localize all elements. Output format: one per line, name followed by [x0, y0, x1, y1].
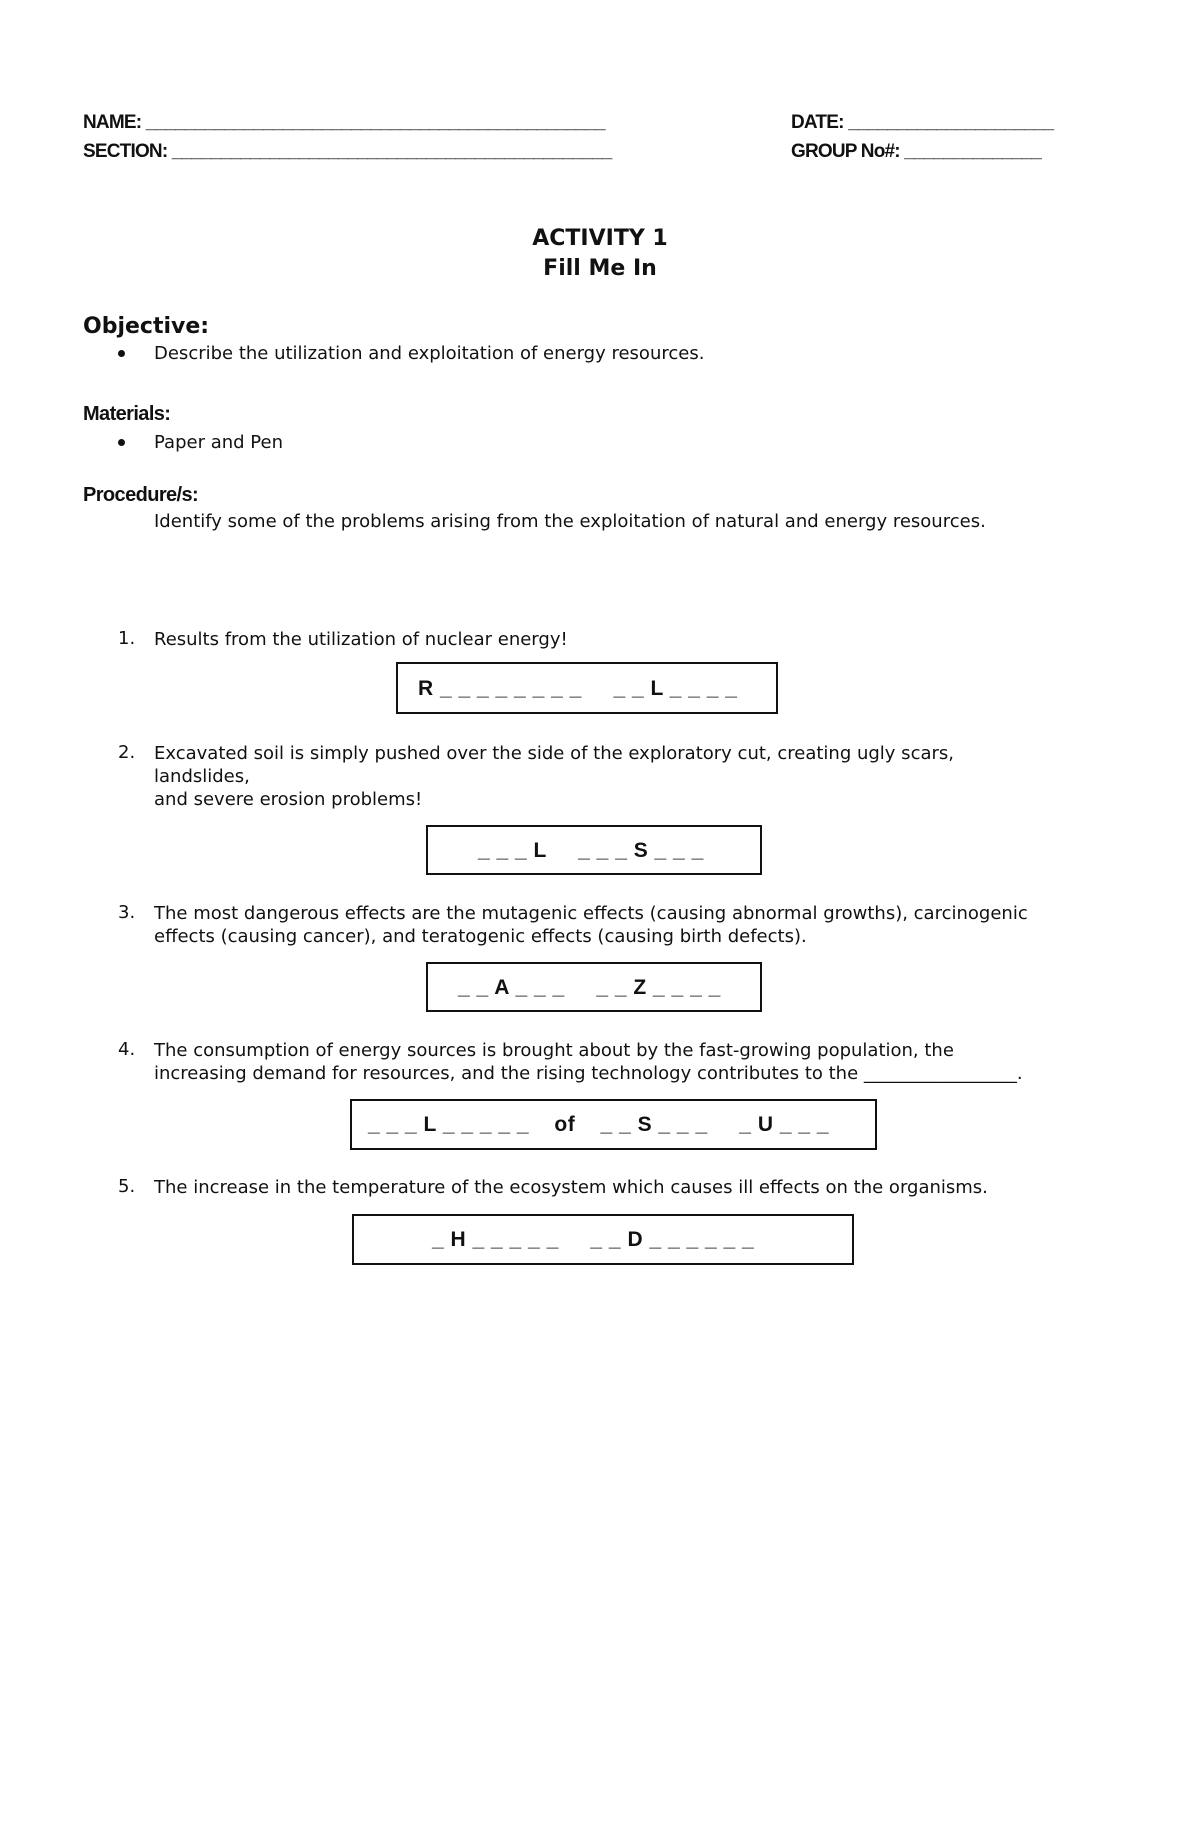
answer-hint-1: R _ _ _ _ _ _ _ _ _ _ L _ _ _ _: [418, 677, 738, 700]
group-number-field[interactable]: GROUP No#: ______________: [791, 141, 1042, 162]
answer-hint-4: _ _ _ L _ _ _ _ _ of _ _ S _ _ _ _ U _ _ _: [368, 1113, 830, 1136]
question-3-text: [154, 902, 1134, 948]
question-line: effects (causing cancer), and teratogenic effects (causing birth defects).: [154, 926, 807, 947]
question-1-text: [154, 628, 1134, 651]
question-number: 2.: [118, 742, 136, 763]
question-number: 3.: [118, 902, 136, 923]
answer-hint-3: _ _ A _ _ _ _ _ Z _ _ _ _: [458, 976, 721, 999]
question-line: The most dangerous effects are the mutagenic effects (causing abnormal growths), carcinogenic: [154, 903, 1028, 924]
question-line: increasing demand for resources, and the rising technology contributes to the _________________.: [154, 1063, 1023, 1084]
procedure-instructions: Identify some of the problems arising from the exploitation of natural and energy resources.: [154, 511, 986, 532]
bullet-icon: [118, 350, 125, 357]
answer-box-4[interactable]: [350, 1099, 877, 1150]
answer-hint-2: _ _ _ L _ _ _ S _ _ _: [478, 839, 704, 862]
answer-box-3[interactable]: [426, 962, 762, 1012]
question-line: Excavated soil is simply pushed over the side of the exploratory cut, creating ugly scars,: [154, 743, 954, 764]
question-number: 4.: [118, 1039, 136, 1060]
procedure-heading: Procedure/s:: [83, 484, 199, 506]
activity-subtitle: Fill Me In: [543, 256, 657, 281]
answer-box-1[interactable]: [396, 662, 778, 714]
question-line: The increase in the temperature of the ecosystem which causes ill effects on the organisms.: [154, 1177, 988, 1198]
question-2-text: [154, 742, 1134, 811]
date-field[interactable]: DATE: _____________________: [791, 112, 1054, 133]
question-line: The consumption of energy sources is brought about by the fast-growing population, the: [154, 1040, 954, 1061]
objective-heading: Objective:: [83, 314, 210, 339]
bullet-icon: [118, 439, 125, 446]
activity-title: ACTIVITY 1: [532, 226, 668, 251]
question-4-text: [154, 1039, 1134, 1085]
answer-hint-5: _ H _ _ _ _ _ _ _ D _ _ _ _ _ _: [432, 1228, 755, 1251]
question-5-text: [154, 1176, 1134, 1199]
materials-heading: Materials:: [83, 403, 171, 425]
answer-box-5[interactable]: [352, 1214, 854, 1265]
objective-item: Describe the utilization and exploitation of energy resources.: [154, 343, 705, 364]
question-number: 1.: [118, 628, 136, 649]
name-field[interactable]: NAME: _______________________________________________: [83, 112, 605, 133]
question-number: 5.: [118, 1176, 136, 1197]
answer-box-2[interactable]: [426, 825, 762, 875]
section-field[interactable]: SECTION: _____________________________________________: [83, 141, 612, 162]
materials-item: Paper and Pen: [154, 432, 283, 453]
question-line: and severe erosion problems!: [154, 789, 423, 810]
question-line: landslides,: [154, 766, 250, 787]
question-line: Results from the utilization of nuclear energy!: [154, 629, 568, 650]
